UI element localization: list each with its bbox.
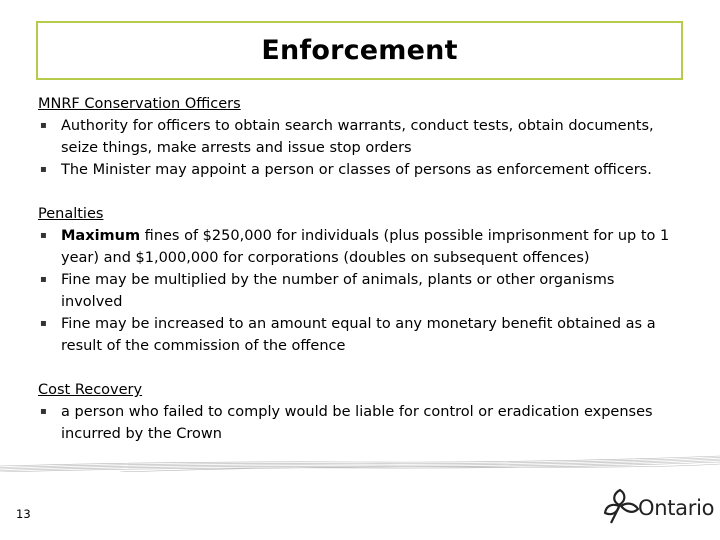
list-item-text: fines of $250,000 for individuals (plus possible imprisonment for up to 1 year) and $1,000,000 for corporations (doubles on subsequent offences)	[61, 228, 670, 266]
emphasis-text: Maximum	[61, 228, 141, 244]
bullet-icon: ▪	[40, 406, 47, 417]
bullet-icon: ▪	[40, 318, 47, 329]
trillium-icon	[602, 486, 640, 526]
decorative-texture-band	[0, 452, 720, 472]
list-item	[38, 401, 678, 445]
list-item	[38, 313, 678, 357]
list-item-text: Authority for officers to obtain search warrants, conduct tests, obtain documents, seize things, make arrests and issue stop orders	[61, 118, 654, 156]
logo-wordmark: Ontario	[638, 496, 715, 520]
bullet-icon: ▪	[40, 164, 47, 175]
title-box	[36, 21, 683, 80]
list-item	[38, 115, 678, 159]
bullet-icon: ▪	[40, 120, 47, 131]
list-item-text: The Minister may appoint a person or classes of persons as enforcement officers.	[61, 162, 652, 178]
bullet-icon: ▪	[40, 230, 47, 241]
list-item-text: Fine may be multiplied by the number of animals, plants or other organisms involved	[61, 272, 615, 310]
list-item-text: a person who failed to comply would be liable for control or eradication expenses incurred by the Crown	[61, 404, 653, 442]
bullet-list	[38, 115, 678, 181]
list-item	[38, 269, 678, 313]
page-number: 13	[16, 507, 31, 521]
section-heading: Penalties	[38, 206, 104, 222]
section-conservation-officers	[38, 93, 678, 181]
list-item-text: Fine may be increased to an amount equal to any monetary benefit obtained as a result of the commission of the offence	[61, 316, 656, 354]
bullet-icon: ▪	[40, 274, 47, 285]
section-heading: Cost Recovery	[38, 382, 143, 398]
ontario-logo	[602, 484, 715, 528]
list-item	[38, 159, 678, 181]
section-penalties	[38, 203, 678, 357]
slide-title: Enforcement	[261, 35, 458, 66]
bullet-list	[38, 401, 678, 445]
slide-content	[38, 93, 678, 467]
list-item	[38, 225, 678, 269]
bullet-list	[38, 225, 678, 357]
section-cost-recovery	[38, 379, 678, 445]
section-heading: MNRF Conservation Officers	[38, 96, 241, 112]
